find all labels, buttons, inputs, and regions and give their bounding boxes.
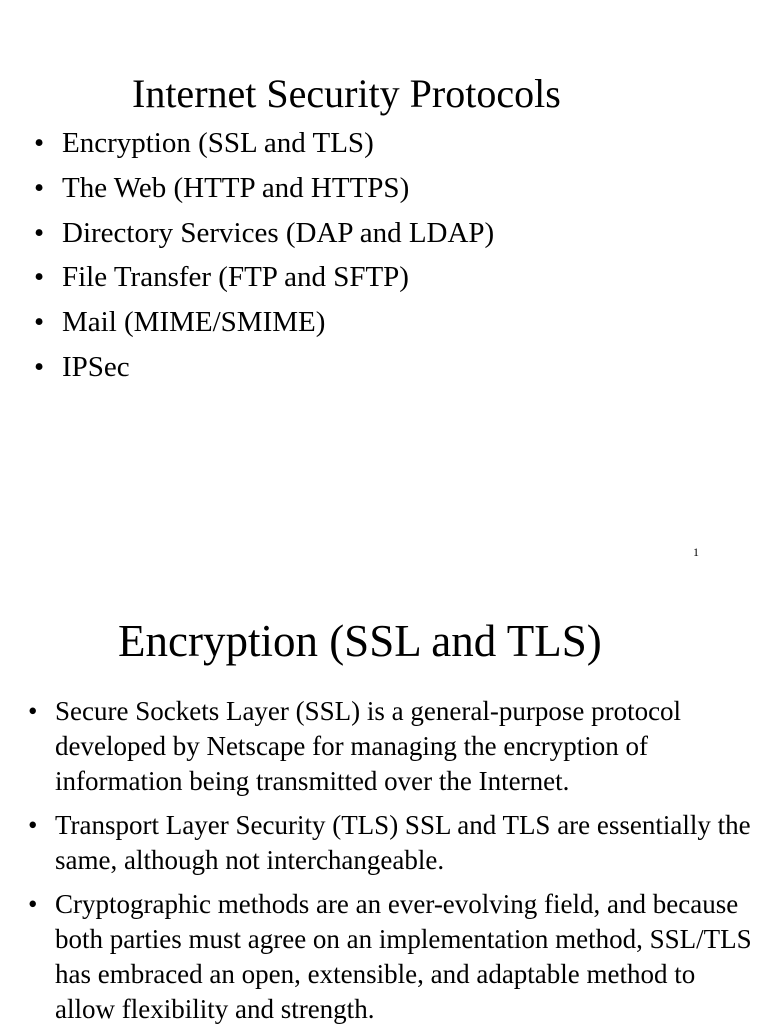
- bullet-text: Secure Sockets Layer (SSL) is a general-purpose protocol developed by Netscape for managing the encryption of information being transmitted over the Internet.: [55, 696, 682, 796]
- slide-title: Encryption (SSL and TLS): [118, 616, 602, 666]
- bullet-item: [28, 694, 758, 799]
- page-number: 1: [693, 545, 699, 559]
- bullet-item: [34, 211, 494, 256]
- bullet-list: [34, 121, 494, 390]
- slide-2: [0, 576, 768, 1024]
- bullet-text: Encryption (SSL and TLS): [62, 127, 374, 159]
- slide-title: Internet Security Protocols: [132, 71, 561, 116]
- bullet-item: [34, 255, 494, 300]
- bullet-text: The Web (HTTP and HTTPS): [62, 171, 410, 204]
- bullet-item: [34, 345, 494, 390]
- bullet-list: [28, 694, 758, 1024]
- bullet-icon: •: [34, 171, 45, 204]
- bullet-item: [34, 300, 494, 345]
- bullet-icon: •: [28, 696, 38, 726]
- bullet-icon: •: [28, 889, 38, 919]
- bullet-icon: •: [34, 261, 45, 294]
- bullet-item: [34, 166, 494, 211]
- bullet-text: Cryptographic methods are an ever-evolving field, and because both parties must agree on an implementation method, SSL/TLS has embraced an open, extensible, and adaptable method to allow flexibility and strength.: [55, 889, 752, 1024]
- bullet-text: Mail (MIME/SMIME): [62, 306, 326, 339]
- bullet-item: [34, 121, 494, 166]
- bullet-text: Directory Services (DAP and LDAP): [62, 216, 495, 249]
- bullet-item: [28, 887, 758, 1024]
- bullet-icon: •: [34, 216, 45, 249]
- bullet-item: [28, 808, 758, 878]
- bullet-icon: •: [34, 350, 45, 383]
- bullet-text: File Transfer (FTP and SFTP): [62, 261, 409, 294]
- bullet-icon: •: [28, 810, 38, 840]
- bullet-icon: •: [34, 127, 45, 159]
- bullet-text: IPSec: [62, 350, 130, 383]
- bullet-icon: •: [34, 306, 45, 339]
- bullet-text: Transport Layer Security (TLS) SSL and TLS are essentially the same, although not interchangeable.: [55, 810, 751, 875]
